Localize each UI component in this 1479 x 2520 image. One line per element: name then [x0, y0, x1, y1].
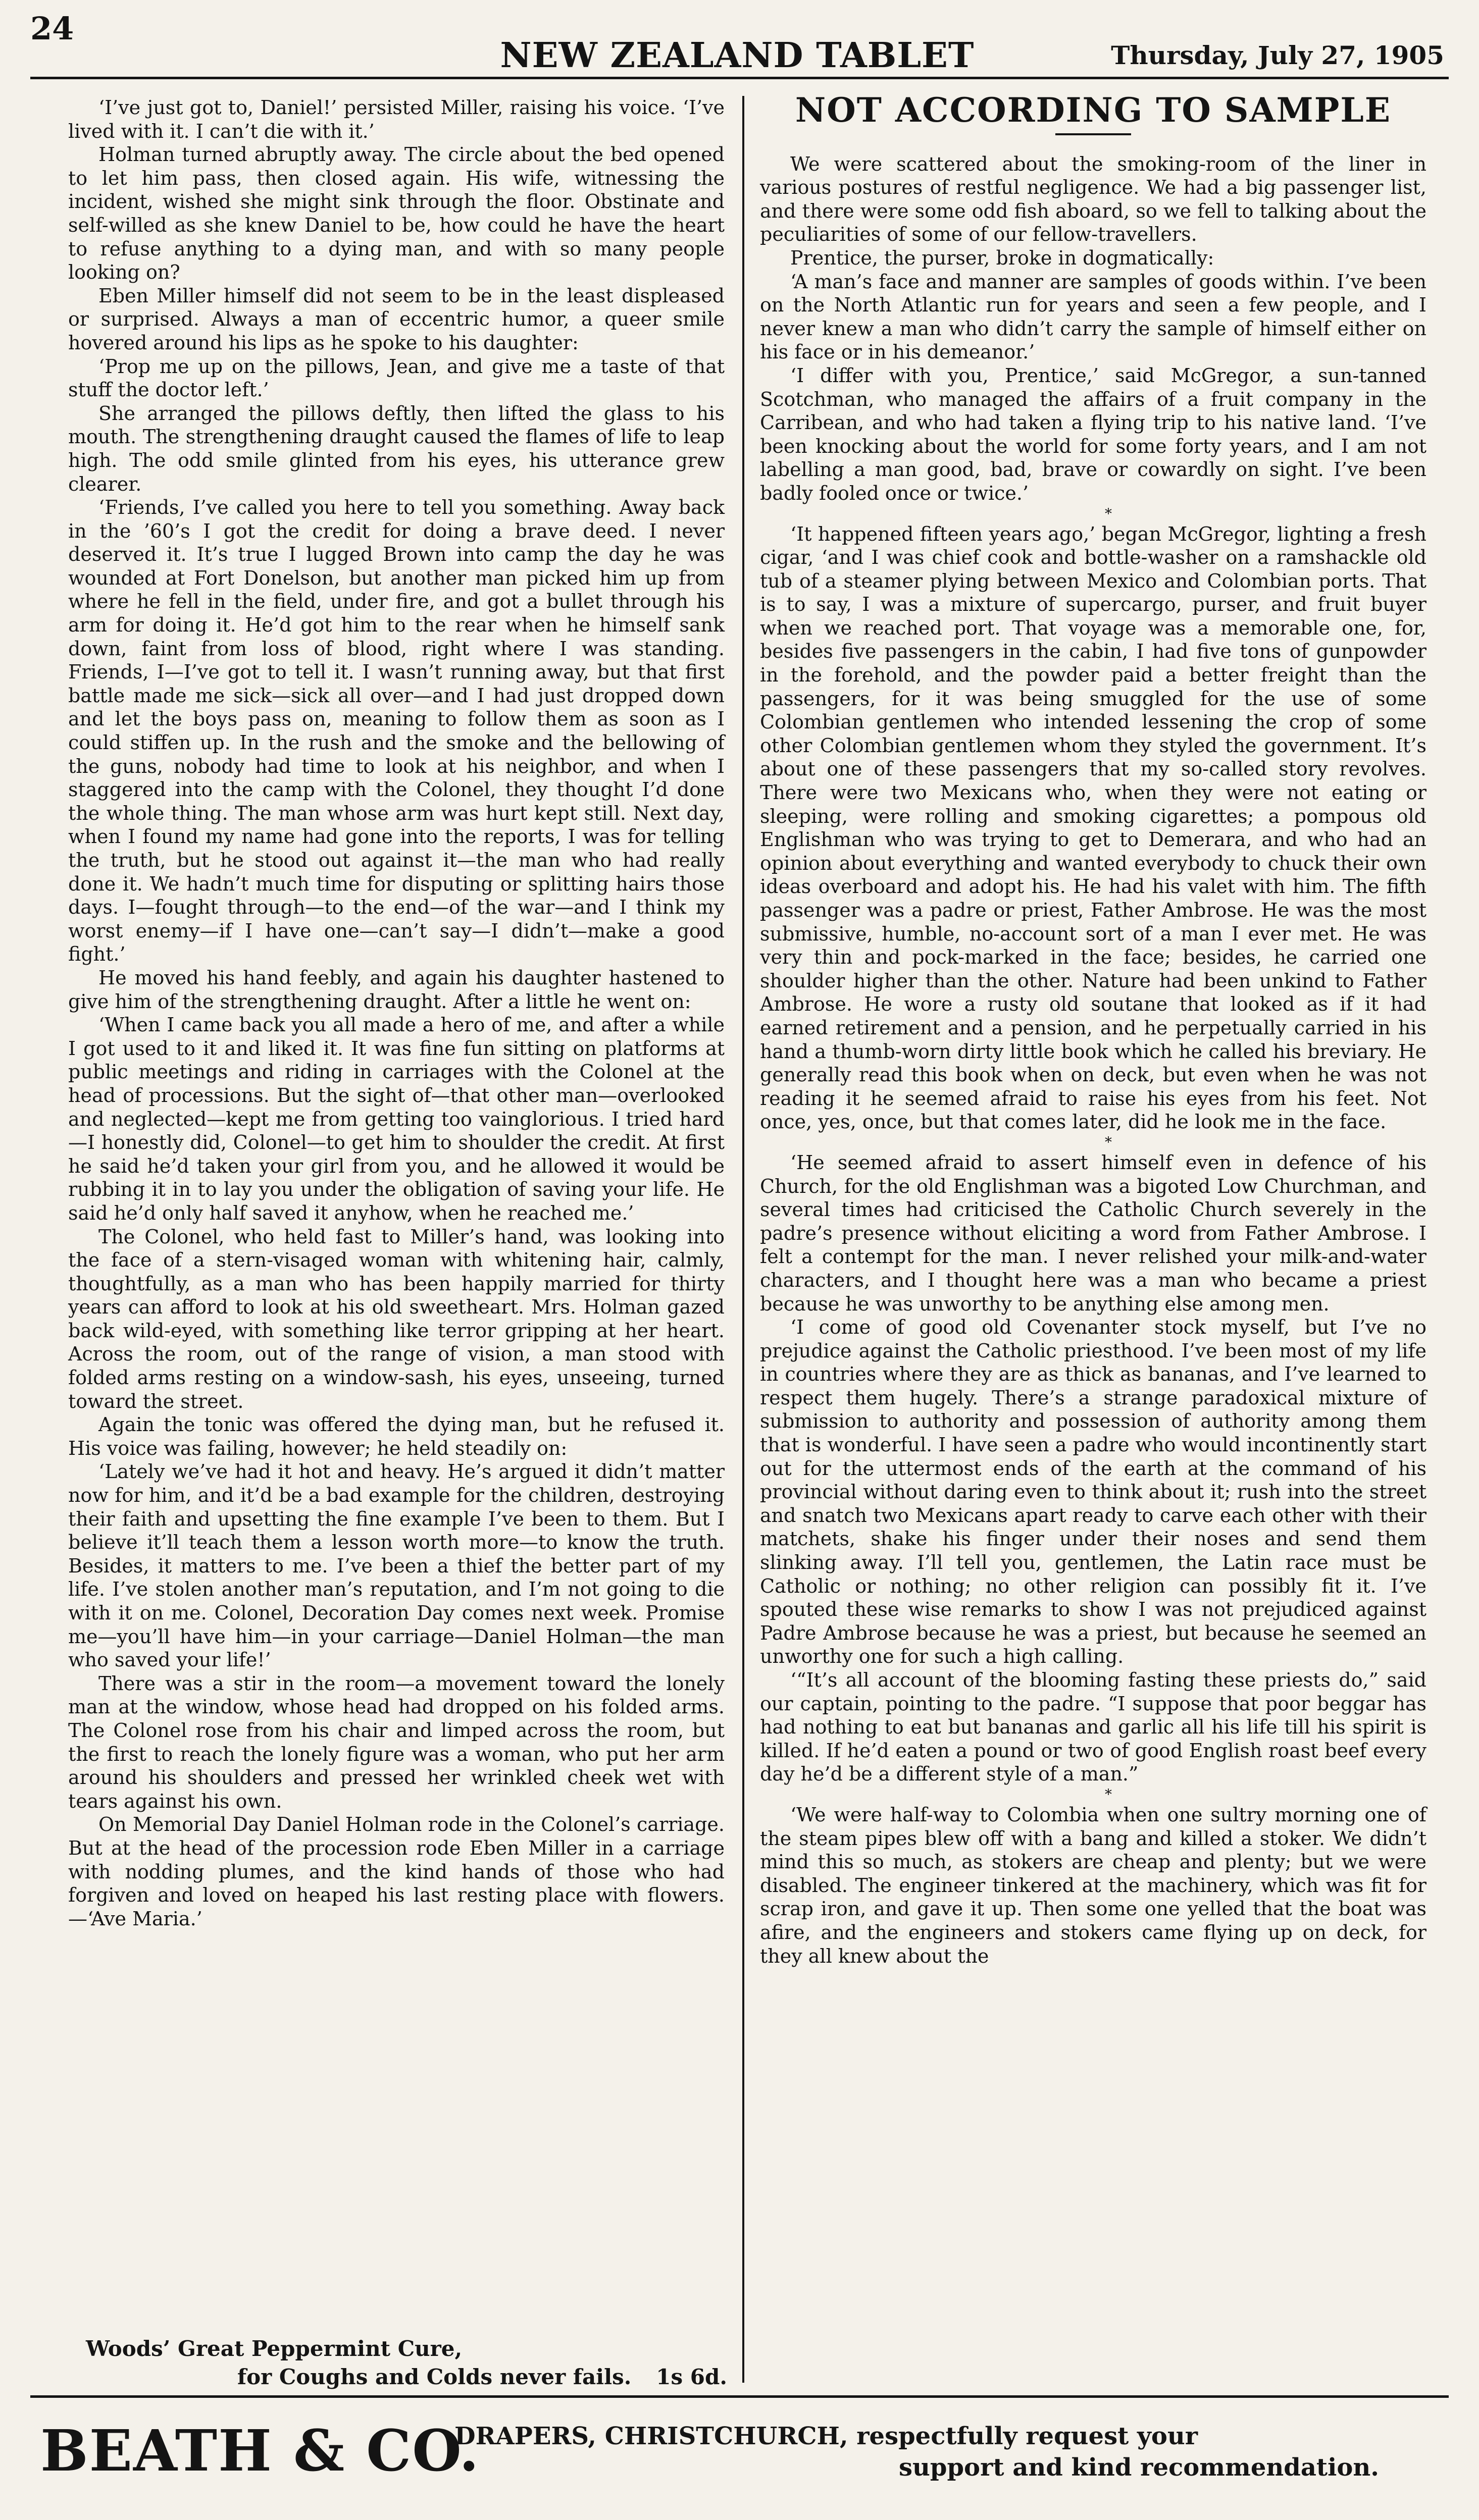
- ad-line: Woods’ Great Peppermint Cure,: [86, 2336, 463, 2361]
- footer-line: support and kind recommendation.: [899, 2453, 1379, 2482]
- footer-line: DRAPERS, CHRISTCHURCH, respectfully request your: [454, 2422, 1198, 2450]
- section-separator: *: [1105, 505, 1112, 522]
- paragraph: She arranged the pillows deftly, then lifted the glass to his mouth. The strengthening draught caused the flames of life to leap high. The odd smile glinted from his eyes, his utterance grew clearer.: [68, 402, 725, 495]
- advertiser-name: BEATH & CO.: [40, 2418, 480, 2484]
- paragraph: Holman turned abruptly away. The circle about the bed opened to let him pass, then closed again. His wife, witnessing the incident, wished she might sink through the floor. Obstinate and self-willed as she knew Daniel to be, how could he have the heart to refuse anything to a dying man, and with so many people looking on?: [68, 143, 725, 284]
- right-column: [760, 90, 1426, 1968]
- page-number: 24: [30, 10, 74, 47]
- column-divider: [742, 96, 744, 2383]
- publication-title: NEW ZEALAND TABLET: [500, 35, 975, 76]
- article-title: NOT ACCORDING TO SAMPLE: [795, 90, 1392, 130]
- paragraph: The Colonel, who held fast to Miller’s hand, was looking into the face of a stern-visaged woman with whitening hair, calmly, thoughtfully, as a man who has been happily married for thirty years can afford to look at his old sweetheart. Mrs. Holman gazed back wild-eyed, with something like terror gripping at her heart. Across the room, out of the range of vision, a man stood with folded arms resting on a window-sash, his eyes, unseeing, turned toward the street.: [68, 1225, 725, 1412]
- paragraph: ‘I’ve just got to, Daniel!’ persisted Miller, raising his voice. ‘I’ve lived with it. I can’t die with it.’: [68, 96, 725, 142]
- paragraph: ‘Prop me up on the pillows, Jean, and give me a taste of that stuff the doctor left.’: [68, 355, 725, 401]
- ad-line-text: for Coughs and Colds never fails.: [237, 2365, 632, 2389]
- section-separator: *: [1105, 1786, 1112, 1803]
- left-column: [68, 96, 725, 1930]
- peppermint-cure-ad: [86, 2335, 727, 2391]
- paragraph: ‘I come of good old Covenanter stock myself, but I’ve no prejudice against the Catholic priesthood. I’ve been most of my life in countries where they are as thick as bananas, and I’ve learned to respect them hugely. There’s a strange paradoxical mixture of submission to authority and possession of authority among them that is wonderful. I have seen a padre who would incontinently start out for the uttermost ends of the earth at the command of his provincial without daring even to think about it; rush into the street and snatch two Mexicans apart ready to carve each other with their matchets, shake his finger under their noses and send them slinking away. I’ll tell you, gentlemen, the Latin race must be Catholic or nothing; no other religion can possibly fit it. I’ve spouted these wise remarks to show I was not prejudiced against Padre Ambrose because he was a priest, but because he seemed an unworthy one for such a high calling.: [760, 1316, 1426, 1668]
- paragraph: ‘“It’s all account of the blooming fasting these priests do,” said our captain, pointing to the padre. “I suppose that poor beggar has had nothing to eat but bananas and garlic all his life till his spirit is killed. If he’d eaten a pound or two of good English roast beef every day he’d be a different style of a man.”: [760, 1669, 1426, 1786]
- paragraph: We were scattered about the smoking-room of the liner in various postures of restful negligence. We had a big passenger list, and there were some odd fish aboard, so we fell to talking about the peculiarities of some of our fellow-travellers.: [760, 152, 1426, 246]
- footer-advertisement: [40, 2413, 1444, 2504]
- paragraph: Again the tonic was offered the dying man, but he refused it. His voice was failing, however; he held steadily on:: [68, 1413, 725, 1459]
- paragraph: ‘Friends, I’ve called you here to tell you something. Away back in the ’60’s I got the credit for doing a brave deed. I never deserved it. It’s true I lugged Brown into camp the day he was wounded at Fort Donelson, but another man picked him up from where he fell in the field, under fire, and got a bullet through his arm for doing it. He’d got him to the rear when he himself sank down, faint from loss of blood, right where I was standing. Friends, I—I’ve got to tell it. I wasn’t running away, but that first battle made me sick—sick all over—and I had just dropped down and let the boys pass on, meaning to follow them as soon as I could stiffen up. In the rush and the smoke and the bellowing of the guns, nobody had time to look at his neighbor, and when I staggered into the camp with the Colonel, they thought I’d done the whole thing. The man whose arm was hurt kept still. Next day, when I found my name had gone into the reports, I was for telling the truth, but he stood out against it—the man who had really done it. We hadn’t much time for disputing or splitting hairs those days. I—fought through—to the end—of the war—and I think my worst enemy—if I have one—can’t say—I didn’t—make a good fight.’: [68, 496, 725, 966]
- paragraph: There was a stir in the room—a movement toward the lonely man at the window, whose head had dropped on his folded arms. The Colonel rose from his chair and limped across the room, but the first to reach the lonely figure was a woman, who put her arm around his shoulders and pressed her wrinkled cheek wet with tears against his own.: [68, 1672, 725, 1812]
- paragraph: On Memorial Day Daniel Holman rode in the Colonel’s carriage. But at the head of the procession rode Eben Miller in a carriage with nodding plumes, and the kind hands of those who had forgiven and loved on heaped his last resting place with flowers.—‘Ave Maria.’: [68, 1813, 725, 1930]
- paragraph: Eben Miller himself did not seem to be in the least displeased or surprised. Always a man of eccentric humor, a queer smile hovered around his lips as he spoke to his daughter:: [68, 284, 725, 354]
- masthead: [30, 25, 1444, 81]
- advertiser-text: [454, 2421, 1379, 2483]
- paragraph: ‘He seemed afraid to assert himself even in defence of his Church, for the old Englishman was a bigoted Low Churchman, and several times had criticised the Catholic Church severely in the padre’s presence without eliciting a word from Father Ambrose. I felt a contempt for the man. I never relished your milk-and-water characters, and I thought here was a man who became a priest because he was unworthy to be anything else among men.: [760, 1151, 1426, 1315]
- footer-rule: [30, 2395, 1449, 2398]
- issue-date: Thursday, July 27, 1905: [1111, 40, 1444, 70]
- paragraph: ‘Lately we’ve had it hot and heavy. He’s argued it didn’t matter now for him, and it’d be a bad example for the children, destroying their faith and upsetting the fine example I’ve been to them. But I believe it’ll teach them a lesson worth more—to know the truth. Besides, it matters to me. I’ve been a thief the better part of my life. I’ve stolen another man’s reputation, and I’m not going to die with it on me. Colonel, Decoration Day comes next week. Promise me—you’ll have him—in your carriage—Daniel Holman—the man who saved your life!’: [68, 1460, 725, 1671]
- section-separator: *: [1105, 1133, 1112, 1150]
- title-rule: [1055, 133, 1131, 135]
- paragraph: Prentice, the purser, broke in dogmatically:: [790, 246, 1214, 269]
- paragraph: ‘I differ with you, Prentice,’ said McGregor, a sun-tanned Scotchman, who managed the affairs of a fruit company in the Carribean, and who had taken a flying trip to his native land. ‘I’ve been knocking about the world for some forty years, and I am not labelling a man good, bad, brave or cowardly on sight. I’ve been badly fooled once or twice.’: [760, 364, 1426, 504]
- paragraph: ‘A man’s face and manner are samples of goods within. I’ve been on the North Atlantic run for years and seen a few people, and I never knew a man who didn’t carry the sample of himself either on his face or in his demeanor.’: [760, 270, 1426, 363]
- paragraph: ‘It happened fifteen years ago,’ began McGregor, lighting a fresh cigar, ‘and I was chief cook and bottle-washer on a ramshackle old tub of a steamer plying between Mexico and Colombian ports. That is to say, I was a mixture of supercargo, purser, and fruit buyer when we reached port. That voyage was a memorable one, for, besides five passengers in the cabin, I had five tons of gunpowder in the forehold, and the powder paid a better freight than the passengers, for it was being smuggled for the use of some Colombian gentlemen who intended lessening the crop of some other Colombian gentlemen whom they styled the government. It’s about one of these passengers that my so-called story revolves. There were two Mexicans who, when they were not eating or sleeping, were rolling and smoking cigarettes; a pompous old Englishman who was trying to get to Demerara, and who had an opinion about everything and wanted everybody to chuck their own ideas overboard and adopt his. He had his valet with him. The fifth passenger was a padre or priest, Father Ambrose. He was the most submissive, humble, no-account sort of a man I ever met. He was very thin and pock-marked in the face; besides, he carried one shoulder higher than the other. Nature had been unkind to Father Ambrose. He wore a rusty old soutane that looked as if it had earned retirement and a pension, and he perpetually carried in his hand a thumb-worn dirty little book which he called his breviary. He generally read this book when on deck, but even when he was not reading it he seemed afraid to raise his eyes from his feet. Not once, yes, once, but that comes later, did he look me in the face.: [760, 522, 1426, 1133]
- header-rule: [30, 77, 1449, 79]
- ad-price: 1s 6d.: [656, 2365, 727, 2389]
- paragraph: He moved his hand feebly, and again his daughter hastened to give him of the strengthening draught. After a little he went on:: [68, 966, 725, 1013]
- paragraph: ‘We were half-way to Colombia when one sultry morning one of the steam pipes blew off with a bang and killed a stoker. We didn’t mind this so much, as stokers are cheap and plenty; but we were disabled. The engineer tinkered at the machinery, which was fit for scrap iron, and gave it up. Then some one yelled that the boat was afire, and the engineers and stokers came flying up on deck, for they all knew about the: [760, 1803, 1426, 1967]
- ad-line: [237, 2363, 727, 2391]
- paragraph: ‘When I came back you all made a hero of me, and after a while I got used to it and liked it. It was fine fun sitting on platforms at public meetings and riding in carriages with the Colonel at the head of processions. But the sight of—that other man—overlooked and neglected—kept me from getting too vainglorious. I tried hard—I honestly did, Colonel—to get him to shoulder the credit. At first he said he’d taken your girl from you, and he allowed it would be rubbing it in to lay you under the obligation of saving your life. He said he’d only half saved it anyhow, when he reached me.’: [68, 1014, 725, 1224]
